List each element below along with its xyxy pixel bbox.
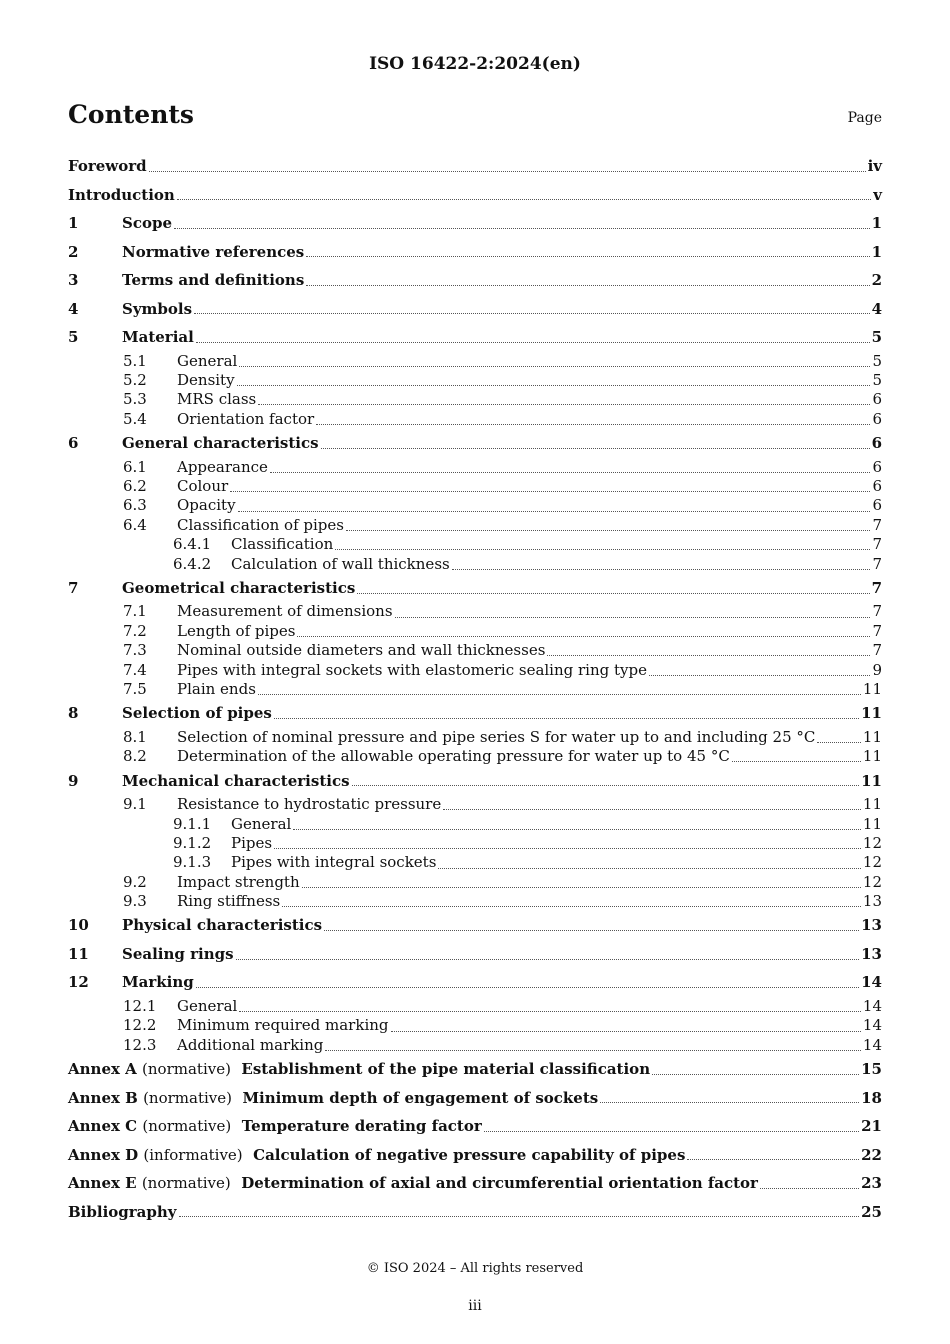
dot-leader (357, 593, 869, 594)
toc-number: 6.2 (123, 476, 147, 495)
page-number: iii (468, 1298, 482, 1314)
toc-number: 1 (68, 214, 79, 232)
toc-number: 7.2 (123, 621, 147, 640)
toc-number: 7 (68, 578, 79, 597)
toc-title: Foreword (68, 157, 147, 175)
dot-leader (306, 285, 869, 286)
toc-page: 7 (871, 578, 882, 597)
contents-title: Contents (68, 100, 195, 129)
dot-leader (395, 617, 871, 618)
toc-entry-12-1[interactable] (68, 997, 882, 1016)
dot-leader (352, 785, 860, 786)
annex-label: Annex E (68, 1174, 137, 1193)
toc-entry-6-3[interactable] (68, 496, 882, 515)
toc-page: 23 (861, 1174, 882, 1193)
toc-page: 11 (862, 679, 882, 698)
toc-number: 8.2 (123, 747, 147, 766)
dot-leader (547, 655, 870, 656)
toc-number: 4 (68, 299, 79, 318)
toc-title: Appearance (177, 457, 268, 476)
dot-leader (258, 694, 861, 695)
toc-page: 6 (871, 434, 882, 453)
toc-page: 13 (861, 916, 882, 935)
dot-leader (196, 342, 870, 343)
toc-page: 13 (861, 944, 882, 963)
toc-title: Nominal outside diameters and wall thicknesses (177, 641, 546, 660)
toc-page: 12 (862, 853, 882, 872)
dot-leader (258, 404, 870, 405)
toc-page: 18 (861, 1088, 882, 1107)
dot-leader (179, 1216, 860, 1217)
toc-number: 5.1 (123, 351, 147, 370)
toc-page: 11 (862, 814, 882, 833)
toc-title: Determination of the allowable operating pressure for water up to 45 °C (177, 747, 730, 766)
toc-title: Physical characteristics (122, 916, 323, 935)
toc-page: 5 (871, 328, 882, 346)
toc-title: General (177, 351, 238, 370)
toc-entry-9-1-3[interactable] (68, 853, 882, 872)
toc-number: 6.3 (123, 496, 147, 515)
dot-leader (346, 530, 870, 531)
dot-leader (817, 742, 861, 743)
toc-page: 7 (872, 535, 882, 554)
toc-title: Pipes with integral sockets (231, 853, 437, 872)
toc-title: Bibliography (68, 1202, 177, 1221)
toc-number: 12.1 (123, 996, 157, 1015)
toc-title: Impact strength (177, 872, 300, 891)
toc-title: Minimum depth of engagement of sockets (242, 1088, 599, 1107)
annex-label: Annex A (68, 1060, 137, 1079)
toc-number: 5.3 (123, 390, 147, 409)
toc-title: Temperature derating factor (241, 1117, 482, 1136)
dot-leader (321, 448, 870, 449)
copyright-notice: © ISO 2024 – All rights reserved (366, 1261, 584, 1276)
toc-number: 9.2 (123, 872, 147, 891)
toc-page: 14 (862, 1016, 882, 1035)
toc-number: 10 (68, 916, 89, 935)
dot-leader (293, 829, 861, 830)
toc-entry-10[interactable] (68, 911, 882, 940)
toc-title: Additional marking (177, 1035, 324, 1054)
toc-page: 7 (872, 621, 882, 640)
toc-number: 11 (68, 944, 89, 963)
toc-title: Determination of axial and circumferential orientation factor (241, 1174, 758, 1193)
toc-number: 7.4 (123, 660, 147, 679)
toc-entry-6-4-1[interactable] (68, 535, 882, 554)
toc-entry-12[interactable] (68, 968, 882, 997)
toc-number: 7.3 (123, 641, 147, 660)
toc-title: Measurement of dimensions (177, 602, 393, 621)
toc-page: 11 (862, 727, 882, 746)
toc-entry-8-1[interactable] (68, 728, 882, 747)
dot-leader (316, 424, 870, 425)
toc-number: 9.1.3 (173, 853, 212, 872)
dot-leader (230, 491, 870, 492)
dot-leader (443, 809, 861, 810)
toc-entry-9-1-1[interactable] (68, 815, 882, 834)
dot-leader (274, 848, 861, 849)
dot-leader (149, 171, 866, 172)
toc-page: 14 (862, 1035, 882, 1054)
annex-label: Annex B (68, 1088, 138, 1107)
toc-entry-introduction[interactable] (68, 181, 882, 210)
toc-title: Scope (122, 214, 173, 232)
toc-entry-annex-c[interactable] (68, 1112, 882, 1141)
toc-entry-annex-a[interactable] (68, 1055, 882, 1084)
toc-title: Selection of pipes (122, 704, 272, 723)
dot-leader (239, 1011, 861, 1012)
toc-number: 5.4 (123, 409, 147, 428)
toc-page: 1 (871, 214, 882, 232)
toc-page: v (873, 185, 882, 204)
dot-leader (484, 1131, 859, 1132)
annex-label: Annex C (68, 1117, 138, 1136)
toc-entry-9-2[interactable] (68, 873, 882, 892)
toc-entry-6-4[interactable] (68, 516, 882, 535)
toc-page: 7 (872, 515, 882, 534)
toc-title: Terms and definitions (122, 271, 305, 289)
dot-leader (274, 718, 859, 719)
toc-title: Introduction (68, 185, 175, 204)
toc-entry-7-4[interactable] (68, 661, 882, 680)
dot-leader (391, 1031, 861, 1032)
toc-page: 11 (862, 747, 882, 766)
dot-leader (732, 761, 861, 762)
dot-leader (306, 256, 869, 257)
dot-leader (297, 636, 870, 637)
dot-leader (452, 569, 871, 570)
toc-page: 13 (862, 892, 882, 911)
toc-entry-7-2[interactable] (68, 622, 882, 641)
toc-page: 6 (872, 496, 882, 515)
toc-title: Calculation of negative pressure capability of pipes (253, 1145, 686, 1164)
toc-entry-6[interactable] (68, 429, 882, 458)
toc-title: Pipes (231, 833, 273, 852)
toc-number: 7.5 (123, 679, 147, 698)
toc-entry-8[interactable] (68, 699, 882, 728)
toc-entry-7[interactable] (68, 574, 882, 603)
dot-leader (438, 868, 861, 869)
toc-entry-1[interactable] (68, 209, 882, 238)
toc-page: 1 (871, 242, 882, 261)
toc-page: 12 (862, 833, 882, 852)
toc-entry-5-2[interactable] (68, 371, 882, 390)
toc-title: General characteristics (122, 434, 319, 453)
toc-title: General (177, 996, 238, 1015)
toc-page: 22 (861, 1145, 882, 1164)
dot-leader (652, 1074, 859, 1075)
toc-entry-annex-d[interactable] (68, 1141, 882, 1170)
toc-entry-5-4[interactable] (68, 410, 882, 429)
toc-entry-5-3[interactable] (68, 390, 882, 409)
toc-entry-6-2[interactable] (68, 477, 882, 496)
dot-leader (325, 1050, 861, 1051)
toc-entry-11[interactable] (68, 940, 882, 969)
toc-page: 7 (872, 554, 882, 573)
toc-page: 6 (872, 457, 882, 476)
dot-leader (236, 959, 860, 960)
toc-page: 7 (872, 641, 882, 660)
toc-page: 5 (872, 351, 882, 370)
toc-page: 21 (861, 1117, 882, 1136)
toc-number: 6.4 (123, 515, 147, 534)
toc-entry-12-2[interactable] (68, 1016, 882, 1035)
toc-number: 5.2 (123, 370, 147, 389)
toc-title: Classification of pipes (177, 515, 344, 534)
annex-type: (normative) (142, 1060, 231, 1079)
toc-title: Colour (177, 476, 229, 495)
toc-number: 6.1 (123, 457, 147, 476)
toc-entry-6-4-2[interactable] (68, 555, 882, 574)
toc-entry-7-5[interactable] (68, 680, 882, 699)
toc-entry-8-2[interactable] (68, 747, 882, 766)
toc-page: 5 (872, 370, 882, 389)
dot-leader (600, 1102, 859, 1103)
dot-leader (324, 930, 859, 931)
toc-number: 7.1 (123, 602, 147, 621)
toc-entry-9[interactable] (68, 767, 882, 796)
toc-entry-2[interactable] (68, 238, 882, 267)
toc-title: Normative references (122, 242, 305, 261)
annex-type: (normative) (142, 1117, 232, 1136)
toc-title: Resistance to hydrostatic pressure (177, 795, 442, 814)
toc-entry-4[interactable] (68, 295, 882, 324)
toc-entry-annex-b[interactable] (68, 1084, 882, 1113)
toc-title: Marking (122, 973, 194, 992)
toc-entry-5-1[interactable] (68, 352, 882, 371)
toc-number: 6.4.1 (173, 535, 212, 554)
toc-number: 9.1 (123, 795, 147, 814)
dot-leader (335, 549, 870, 550)
toc-entry-6-1[interactable] (68, 458, 882, 477)
toc-number: 12 (68, 973, 89, 992)
toc-title: Plain ends (177, 679, 256, 698)
toc-page: 6 (872, 476, 882, 495)
toc-page: 11 (861, 771, 882, 790)
toc-title: Pipes with integral sockets with elastomeric sealing ring type (177, 660, 647, 679)
toc-number: 9.1.2 (173, 833, 212, 852)
toc-title: Material (122, 328, 194, 346)
toc-page: 4 (871, 299, 882, 318)
toc-entry-12-3[interactable] (68, 1036, 882, 1055)
dot-leader (194, 313, 870, 314)
annex-type: (normative) (143, 1088, 232, 1107)
toc-title: Orientation factor (177, 409, 315, 428)
toc-entry-5[interactable] (68, 323, 882, 352)
toc-title: MRS class (177, 390, 257, 409)
dot-leader (270, 472, 871, 473)
annex-type: (informative) (143, 1145, 243, 1164)
toc-number: 9 (68, 771, 79, 790)
dot-leader (649, 675, 870, 676)
toc-number: 3 (68, 271, 79, 289)
toc-number: 9.3 (123, 892, 147, 911)
dot-leader (174, 228, 870, 229)
toc-entry-foreword[interactable] (68, 152, 882, 181)
annex-type: (normative) (141, 1174, 231, 1193)
dot-leader (237, 385, 871, 386)
toc-page: 11 (862, 795, 882, 814)
toc-title: Opacity (177, 496, 236, 515)
toc-title: Length of pipes (177, 621, 296, 640)
toc-number: 8 (68, 704, 79, 723)
dot-leader (687, 1159, 859, 1160)
toc-title: Classification (231, 535, 334, 554)
toc-entry-7-1[interactable] (68, 602, 882, 621)
toc-number: 8.1 (123, 727, 147, 746)
toc-title: Establishment of the pipe material classification (241, 1060, 651, 1079)
toc-page: 11 (861, 704, 882, 723)
toc-number: 12.3 (123, 1035, 157, 1054)
toc-number: 12.2 (123, 1016, 157, 1035)
toc-title: General (231, 814, 292, 833)
toc-entry-annex-e[interactable] (68, 1169, 882, 1198)
toc-page: 25 (861, 1202, 882, 1221)
toc-page: 14 (862, 996, 882, 1015)
toc-title: Calculation of wall thickness (231, 554, 450, 573)
toc-title: Sealing rings (122, 944, 234, 963)
toc-number: 2 (68, 242, 79, 261)
table-of-contents (68, 152, 882, 1226)
toc-entry-9-3[interactable] (68, 892, 882, 911)
toc-page: 15 (861, 1060, 882, 1079)
toc-title: Minimum required marking (177, 1016, 389, 1035)
dot-leader (177, 199, 871, 200)
toc-page: 9 (872, 660, 882, 679)
toc-number: 6 (68, 434, 79, 453)
toc-entry-bibliography[interactable] (68, 1198, 882, 1227)
toc-title: Ring stiffness (177, 892, 281, 911)
dot-leader (760, 1188, 859, 1189)
toc-page: 6 (872, 409, 882, 428)
toc-number: 5 (68, 328, 79, 346)
toc-page: 6 (872, 390, 882, 409)
toc-number: 6.4.2 (173, 554, 212, 573)
dot-leader (196, 987, 859, 988)
toc-number: 9.1.1 (173, 814, 212, 833)
dot-leader (302, 887, 861, 888)
toc-title: Mechanical characteristics (122, 771, 350, 790)
dot-leader (239, 366, 870, 367)
toc-page: iv (867, 157, 882, 175)
toc-title: Selection of nominal pressure and pipe series S for water up to and including 25 °C (177, 727, 816, 746)
toc-entry-7-3[interactable] (68, 641, 882, 660)
page-column-label: Page (847, 110, 882, 126)
toc-entry-3[interactable] (68, 266, 882, 295)
toc-page: 14 (861, 973, 882, 992)
toc-title: Density (177, 370, 235, 389)
dot-leader (238, 511, 871, 512)
toc-entry-9-1-2[interactable] (68, 834, 882, 853)
toc-title: Symbols (122, 299, 193, 318)
document-id: ISO 16422-2:2024(en) (369, 54, 581, 74)
dot-leader (282, 906, 861, 907)
toc-entry-9-1[interactable] (68, 795, 882, 814)
toc-page: 2 (871, 271, 882, 289)
toc-page: 12 (862, 872, 882, 891)
annex-label: Annex D (68, 1145, 139, 1164)
toc-title: Geometrical characteristics (122, 578, 356, 597)
toc-page: 7 (872, 602, 882, 621)
